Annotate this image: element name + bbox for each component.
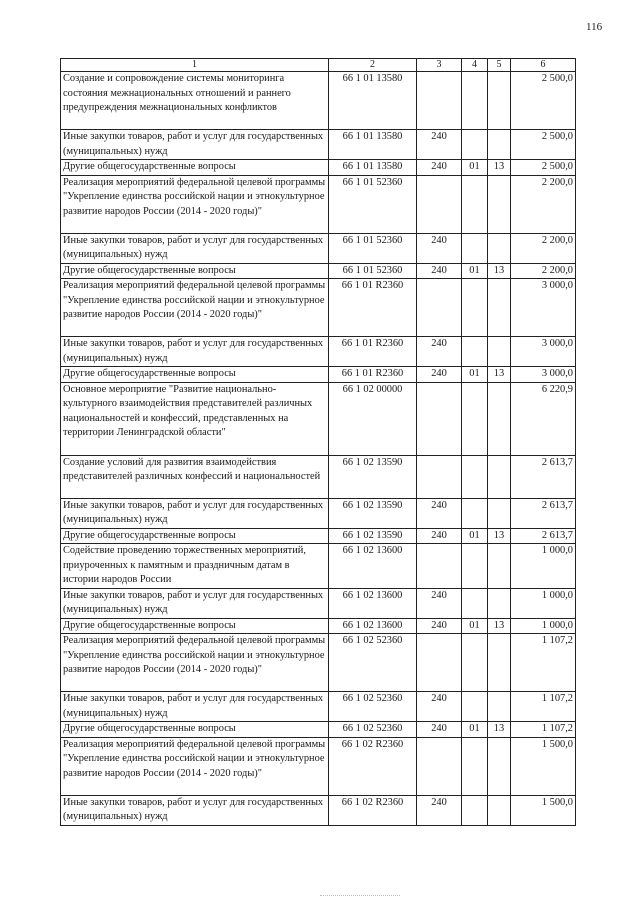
row-name: Реализация мероприятий федеральной целевой программы "Укрепление единства российской нации и этнокультурное развитие народов России (2014 - 2020 годы)" [61,634,329,692]
row-code: 66 1 02 13590 [329,528,417,544]
row-vr: 240 [417,160,462,176]
table-row [61,618,576,634]
row-name: Иные закупки товаров, работ и услуг для государственных (муниципальных) нужд [61,498,329,528]
row-vr [417,72,462,130]
row-sum: 1 000,0 [511,544,576,589]
row-sum: 1 107,2 [511,722,576,738]
page-number: 116 [586,21,603,33]
table-row [61,279,576,337]
row-sum: 1 500,0 [511,737,576,795]
row-pr: 13 [488,367,511,383]
row-rz [462,498,488,528]
column-header-name: 1 [61,59,329,72]
row-name: Другие общегосударственные вопросы [61,367,329,383]
row-pr [488,175,511,233]
row-name: Другие общегосударственные вопросы [61,263,329,279]
row-sum: 2 200,0 [511,175,576,233]
row-pr: 13 [488,618,511,634]
row-pr: 13 [488,722,511,738]
row-code: 66 1 02 52360 [329,634,417,692]
row-pr [488,692,511,722]
row-pr: 13 [488,160,511,176]
row-pr [488,455,511,498]
row-vr [417,279,462,337]
table-row [61,634,576,692]
row-rz [462,175,488,233]
row-vr: 240 [417,692,462,722]
row-name: Реализация мероприятий федеральной целевой программы "Укрепление единства российской нации и этнокультурное развитие народов России (2014 - 2020 годы)" [61,279,329,337]
row-vr: 240 [417,618,462,634]
row-code: 66 1 02 13590 [329,455,417,498]
row-sum: 2 200,0 [511,233,576,263]
row-sum: 2 613,7 [511,455,576,498]
row-sum: 1 107,2 [511,692,576,722]
row-pr [488,233,511,263]
table-row [61,795,576,825]
column-header-vr: 3 [417,59,462,72]
row-code: 66 1 01 R2360 [329,337,417,367]
row-name: Основное мероприятие "Развитие национально-культурного взаимодействия представителей различных национальностей и конфессий, представленных на территории Ленинградской области" [61,382,329,455]
table-row [61,692,576,722]
table-row [61,455,576,498]
row-sum: 1 500,0 [511,795,576,825]
row-rz: 01 [462,263,488,279]
row-code: 66 1 02 R2360 [329,795,417,825]
row-code: 66 1 02 13600 [329,618,417,634]
row-sum: 2 500,0 [511,160,576,176]
table-row [61,337,576,367]
table-row [61,130,576,160]
row-name: Иные закупки товаров, работ и услуг для государственных (муниципальных) нужд [61,692,329,722]
row-vr: 240 [417,263,462,279]
row-code: 66 1 01 52360 [329,175,417,233]
row-name: Иные закупки товаров, работ и услуг для государственных (муниципальных) нужд [61,130,329,160]
row-vr: 240 [417,130,462,160]
row-vr [417,175,462,233]
row-vr: 240 [417,337,462,367]
budget-table [60,58,576,826]
column-header-pr: 5 [488,59,511,72]
row-pr: 13 [488,528,511,544]
row-pr [488,72,511,130]
table-body [61,72,576,826]
row-rz [462,279,488,337]
row-vr [417,544,462,589]
row-rz: 01 [462,528,488,544]
row-rz [462,737,488,795]
table-row [61,263,576,279]
row-rz [462,634,488,692]
row-vr [417,382,462,455]
row-sum: 2 613,7 [511,498,576,528]
row-vr: 240 [417,367,462,383]
row-vr [417,634,462,692]
scan-specks [320,895,400,898]
row-code: 66 1 02 13590 [329,498,417,528]
row-name: Создание и сопровождение системы мониторинга состояния межнациональных отношений и раннего предупреждения межнациональных конфликтов [61,72,329,130]
row-rz [462,455,488,498]
row-rz: 01 [462,618,488,634]
row-code: 66 1 01 R2360 [329,279,417,337]
column-header-code: 2 [329,59,417,72]
row-rz [462,588,488,618]
row-vr: 240 [417,588,462,618]
column-header-sum: 6 [511,59,576,72]
row-name: Иные закупки товаров, работ и услуг для государственных (муниципальных) нужд [61,337,329,367]
row-pr [488,737,511,795]
row-sum: 3 000,0 [511,367,576,383]
row-name: Другие общегосударственные вопросы [61,618,329,634]
row-sum: 3 000,0 [511,337,576,367]
row-pr [488,337,511,367]
table-row [61,160,576,176]
row-code: 66 1 02 R2360 [329,737,417,795]
table-row [61,528,576,544]
row-rz [462,795,488,825]
row-code: 66 1 01 52360 [329,263,417,279]
row-name: Другие общегосударственные вопросы [61,722,329,738]
row-pr: 13 [488,263,511,279]
row-code: 66 1 01 R2360 [329,367,417,383]
row-vr [417,737,462,795]
row-rz [462,544,488,589]
table-row [61,233,576,263]
table-row [61,367,576,383]
row-pr [488,544,511,589]
table-row [61,544,576,589]
table-row [61,498,576,528]
row-code: 66 1 02 00000 [329,382,417,455]
row-pr [488,382,511,455]
row-name: Иные закупки товаров, работ и услуг для государственных (муниципальных) нужд [61,795,329,825]
row-code: 66 1 01 52360 [329,233,417,263]
row-pr [488,634,511,692]
row-rz [462,72,488,130]
table-header-row [61,59,576,72]
row-name: Создание условий для развития взаимодействия представителей различных конфессий и национальностей [61,455,329,498]
row-sum: 3 000,0 [511,279,576,337]
row-name: Содействие проведению торжественных мероприятий, приуроченных к памятным и праздничным датам в истории народов России [61,544,329,589]
table-row [61,737,576,795]
row-pr [488,498,511,528]
row-sum: 1 107,2 [511,634,576,692]
row-code: 66 1 01 13580 [329,130,417,160]
row-rz: 01 [462,367,488,383]
table-row [61,588,576,618]
row-sum: 6 220,9 [511,382,576,455]
row-pr [488,130,511,160]
row-sum: 2 500,0 [511,130,576,160]
row-pr [488,795,511,825]
row-sum: 2 200,0 [511,263,576,279]
row-rz [462,130,488,160]
row-code: 66 1 02 52360 [329,722,417,738]
row-vr: 240 [417,233,462,263]
row-name: Другие общегосударственные вопросы [61,160,329,176]
row-vr: 240 [417,722,462,738]
row-code: 66 1 02 13600 [329,544,417,589]
row-rz: 01 [462,160,488,176]
row-name: Реализация мероприятий федеральной целевой программы "Укрепление единства российской нации и этнокультурное развитие народов России (2014 - 2020 годы)" [61,175,329,233]
row-sum: 2 500,0 [511,72,576,130]
row-name: Реализация мероприятий федеральной целевой программы "Укрепление единства российской нации и этнокультурное развитие народов России (2014 - 2020 годы)" [61,737,329,795]
row-name: Иные закупки товаров, работ и услуг для государственных (муниципальных) нужд [61,233,329,263]
row-code: 66 1 02 13600 [329,588,417,618]
row-sum: 1 000,0 [511,588,576,618]
table-row [61,72,576,130]
row-pr [488,279,511,337]
row-rz [462,337,488,367]
row-rz [462,382,488,455]
row-code: 66 1 01 13580 [329,72,417,130]
table-row [61,722,576,738]
row-code: 66 1 01 13580 [329,160,417,176]
row-vr: 240 [417,795,462,825]
row-rz [462,692,488,722]
row-sum: 2 613,7 [511,528,576,544]
row-name: Другие общегосударственные вопросы [61,528,329,544]
row-pr [488,588,511,618]
row-name: Иные закупки товаров, работ и услуг для государственных (муниципальных) нужд [61,588,329,618]
table-row [61,382,576,455]
row-sum: 1 000,0 [511,618,576,634]
table-row [61,175,576,233]
row-code: 66 1 02 52360 [329,692,417,722]
row-vr: 240 [417,498,462,528]
row-rz [462,233,488,263]
column-header-rz: 4 [462,59,488,72]
row-vr: 240 [417,528,462,544]
row-rz: 01 [462,722,488,738]
row-vr [417,455,462,498]
